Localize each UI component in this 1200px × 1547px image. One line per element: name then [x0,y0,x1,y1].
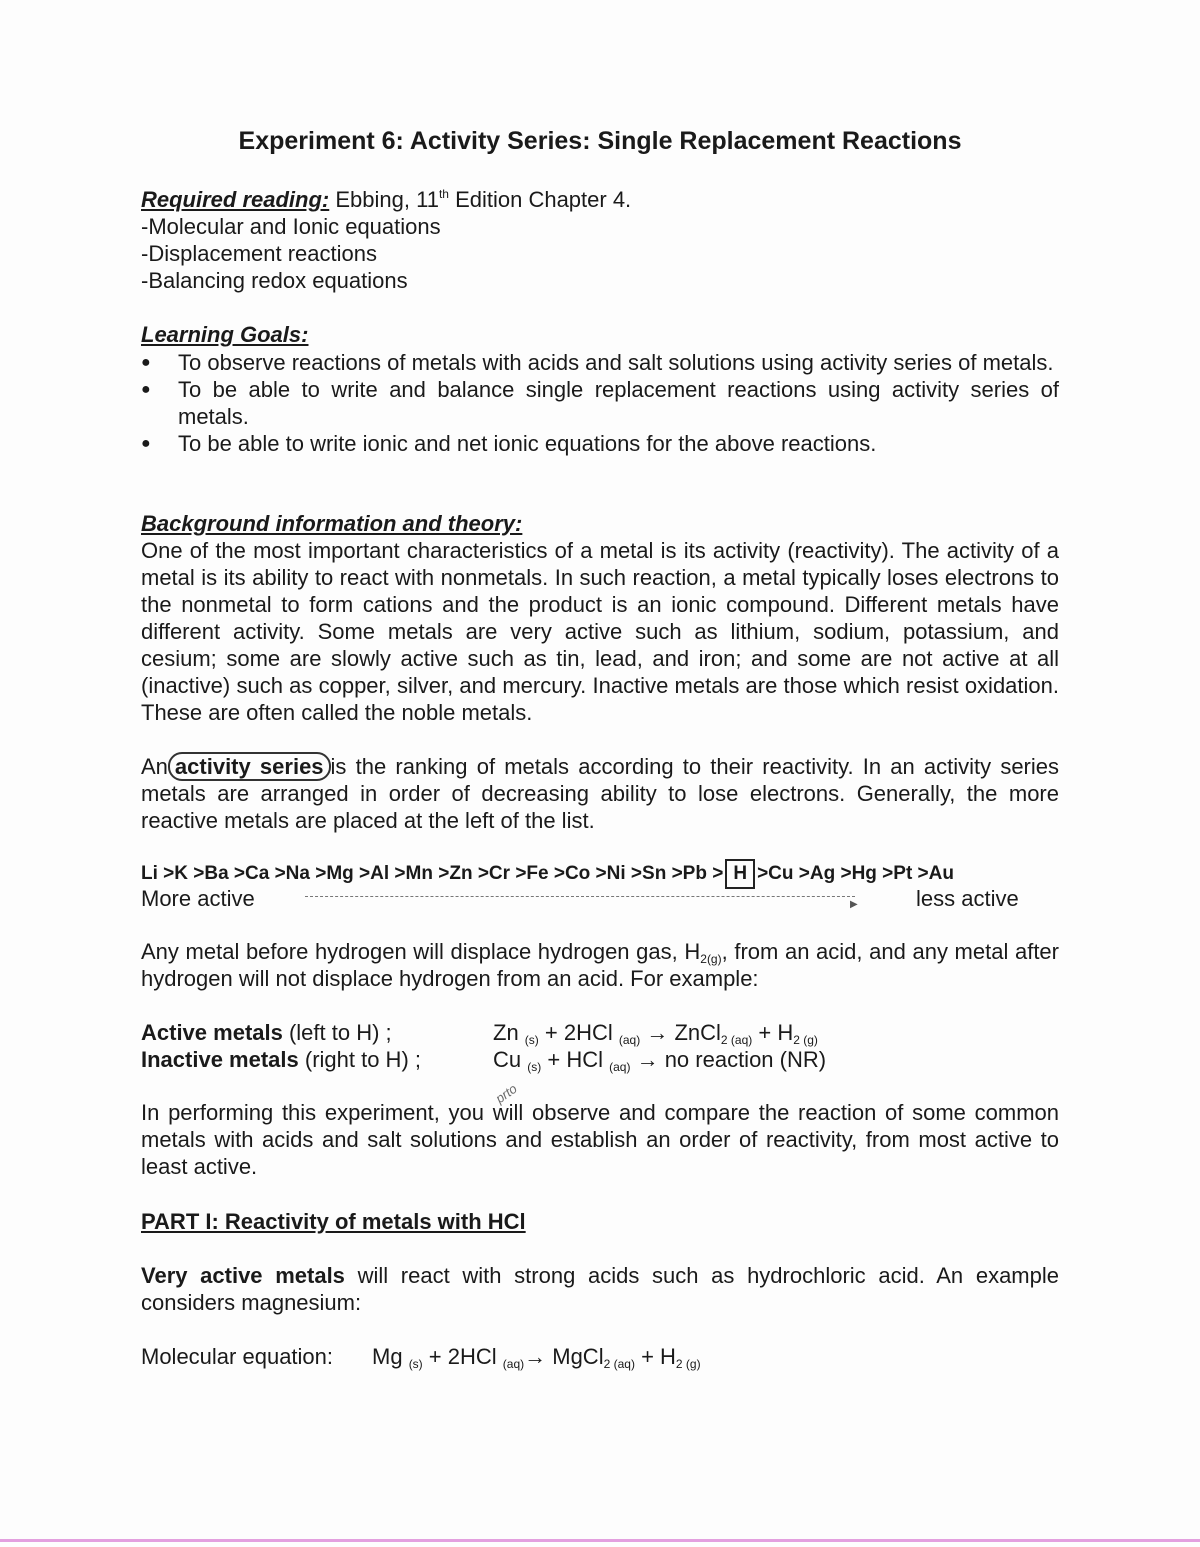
part1-heading: PART I: Reactivity of metals with HCl [141,1209,526,1234]
part1-paragraph: Very active metals will react with strong acids such as hydrochloric acid. An example considers magnesium: [141,1263,1059,1315]
learning-goals-list [141,349,1059,457]
learning-goals-heading: Learning Goals: [141,322,309,347]
bullet-icon: ● [141,354,151,371]
arrow-line [305,896,855,898]
bullet-icon: ● [141,435,151,452]
molecular-equation: Mg $_{(s)}$ + 2HCl $_{(aq)}$→ MgCl$_{2 (aq)}$ + $H_{2 (g)}$ [372,1344,701,1371]
bottom-edge-line [0,1539,1200,1542]
list-item: ● To be able to write and balance single replacement reactions using activity series of metals. [141,377,1059,429]
zinc-equation: Zn $_{(s)}$ + 2HCl $_{(aq)}$ → ZnCl$_{2 (aq)}$ + $H_{2 (g)}$ [493,1020,818,1047]
required-reading-label: Required reading: [141,187,330,212]
required-reading: Required reading: Ebbing, 11th Edition Chapter 4. [141,187,632,212]
reading-item: -Balancing redox equations [141,268,408,293]
activity-series-paragraph: An activity series is the ranking of metals according to their reactivity. In an activity series metals are arranged in order of decreasing ability to lose electrons. Generally, the more reactive metals are placed at the left of the list. [141,754,1060,833]
circled-term: activity series [168,752,331,781]
reading-item: -Displacement reactions [141,241,377,266]
molecular-equation-label: Molecular equation: [141,1344,334,1369]
page-title: Experiment 6: Activity Series: Single Replacement Reactions [238,127,962,155]
active-metals-label: Active metals (left to H) ; [141,1020,392,1045]
background-paragraph: One of the most important characteristics of a metal is its activity (reactivity). The activity of a metal is its ability to react with nonmetals. In such reaction, a metal typically loses electrons to the nonmetal to form cations and the product is an ionic compound. Different metals have different activity. Some metals are very active such as lithium, sodium, potassium, and cesium; some are slowly active such as tin, lead, and iron; and some are not active at all (inactive) such as copper, silver, and mercury. Inactive metals are those which resist oxidation. These are often called the noble metals. [141,538,1059,725]
experiment-paragraph: In performing this experiment, you will observe and compare the reaction of some common metals with acids and salt solutions and establish an order of reactivity, from most active to least active. [141,1100,1059,1179]
less-active-label: less active [916,886,1019,911]
activity-series: Li >K >Ba >Ca >Na >Mg >Al >Mn >Zn >Cr >Fe >Co >Ni >Sn >Pb > H >Cu >Ag >Hg >Pt >Au [141,859,954,889]
handwritten-annotation: prto [492,1080,520,1107]
more-active-label: More active [141,886,255,911]
reading-item: -Molecular and Ionic equations [141,214,441,239]
inactive-metals-label: Inactive metals (right to H) ; [141,1047,421,1072]
hydrogen-box: H [725,859,755,889]
arrow-right-icon: ▶ [850,899,858,910]
hydrogen-paragraph: Any metal before hydrogen will displace hydrogen gas, $H_{2(g)}$, from an acid, and any metal after hydrogen will not displace hydrogen from an acid. For example: [141,939,1059,991]
list-item: ● To be able to write ionic and net ionic equations for the above reactions. [141,431,877,456]
background-heading: Background information and theory: [141,511,523,536]
bullet-icon: ● [141,381,151,398]
copper-equation: Cu $_{(s)}$ + HCl $_{(aq)}$ → no reaction (NR) [493,1047,827,1074]
list-item: ● To observe reactions of metals with acids and salt solutions using activity series of metals. [141,350,1054,375]
